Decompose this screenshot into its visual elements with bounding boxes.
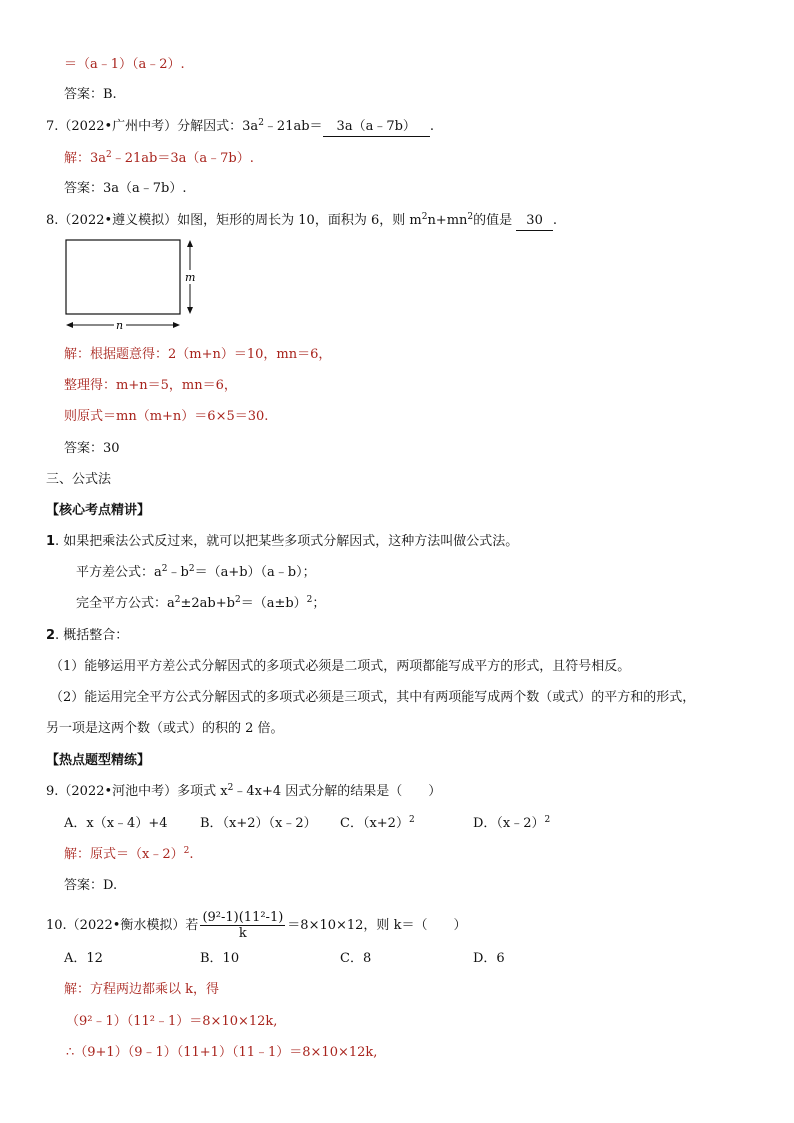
superscript: 2 bbox=[421, 212, 428, 222]
q7-prefix: 7.（2022•广州中考）分解因式：3a bbox=[46, 119, 259, 134]
q10-fraction bbox=[200, 910, 285, 941]
f1-a: 平方差公式：a bbox=[76, 565, 162, 580]
section-heading: 三、公式法 bbox=[46, 472, 112, 487]
f1-c: ＝（a+b）（a﹣b）； bbox=[194, 565, 316, 580]
superscript: 2 bbox=[188, 564, 195, 574]
q10-option-c: C．8 bbox=[340, 951, 372, 966]
superscript: 2 bbox=[306, 595, 313, 605]
superscript: 2 bbox=[174, 595, 181, 605]
superscript: 2 bbox=[161, 564, 168, 574]
point-2-item-2-cont: 另一项是这两个数（或式）的积的 2 倍。 bbox=[46, 721, 284, 736]
q9-b: ﹣4x+4 因式分解的结果是（ ） bbox=[233, 784, 442, 799]
q8-b: n+mn bbox=[427, 213, 468, 228]
q7-answer-blank: 3a（a﹣7b） bbox=[323, 118, 430, 137]
point-2 bbox=[46, 627, 128, 645]
q7-end: . bbox=[429, 119, 435, 134]
formula-difference-of-squares bbox=[76, 564, 316, 582]
solution-line: ＝（a﹣1）（a﹣2）. bbox=[64, 57, 185, 72]
f2-b: ±2ab+b bbox=[180, 596, 235, 611]
q10-denominator: k bbox=[238, 926, 247, 941]
superscript: 2 bbox=[234, 595, 241, 605]
point-1-text: . 如果把乘法公式反过来，就可以把某些多项式分解因式，这种方法叫做公式法。 bbox=[55, 534, 519, 549]
question-9 bbox=[46, 783, 441, 801]
q8-answer-blank: 30 bbox=[516, 212, 553, 231]
f2-d: ； bbox=[312, 596, 326, 611]
q9-option-c bbox=[340, 815, 415, 833]
f2-c: ＝（a±b） bbox=[240, 596, 307, 611]
q7-sol-b: ﹣21ab＝3a（a﹣7b）. bbox=[111, 151, 254, 166]
q8-end: . bbox=[552, 213, 557, 228]
q10-b: ＝8×10×12，则 k＝（ ） bbox=[287, 918, 467, 933]
core-points-heading: 【核心考点精讲】 bbox=[46, 503, 151, 518]
formula-perfect-square bbox=[76, 595, 325, 613]
q7-answer: 答案：3a（a﹣7b）. bbox=[64, 181, 187, 196]
superscript: 2 bbox=[544, 815, 551, 825]
answer-line: 答案：B. bbox=[64, 87, 117, 102]
m-label: m bbox=[185, 271, 196, 284]
rectangle bbox=[66, 240, 180, 314]
rectangle-figure bbox=[60, 236, 200, 336]
q10-solution-3: ∴（9+1）（9﹣1）（11+1）（11﹣1）＝8×10×12k, bbox=[66, 1045, 378, 1060]
q10-numerator: (9²-1)(11²-1) bbox=[202, 910, 284, 925]
point-1-number: 1 bbox=[46, 534, 56, 549]
n-label: n bbox=[116, 319, 124, 332]
point-1 bbox=[46, 533, 518, 551]
q8-solution-1: 解：根据题意得：2（m+n）＝10，mn＝6， bbox=[64, 347, 332, 362]
q10-solution-2: （9²﹣1）（11²﹣1）＝8×10×12k, bbox=[66, 1014, 278, 1029]
q8-answer: 答案：30 bbox=[64, 441, 120, 456]
q9-sol: 解：原式＝（x﹣2） bbox=[64, 847, 184, 862]
question-7 bbox=[46, 118, 434, 137]
q9-option-a: A．x（x﹣4）+4 bbox=[64, 816, 168, 831]
superscript: 2 bbox=[183, 846, 190, 856]
q7-solution bbox=[64, 150, 254, 168]
q9-d: D．（x﹣2） bbox=[473, 816, 545, 831]
superscript: 2 bbox=[106, 150, 112, 160]
q9-sol-end: . bbox=[189, 847, 194, 862]
question-8 bbox=[46, 212, 557, 231]
m-arrow-head-down bbox=[187, 307, 193, 314]
n-arrow-head-right bbox=[173, 322, 180, 328]
point-2-number: 2 bbox=[46, 628, 56, 643]
q9-answer: 答案：D. bbox=[64, 878, 118, 893]
superscript: 2 bbox=[467, 212, 474, 222]
q10-option-b: B．10 bbox=[200, 951, 240, 966]
q9-solution bbox=[64, 846, 193, 864]
q10-option-a: A．12 bbox=[64, 951, 103, 966]
question-10 bbox=[46, 910, 466, 941]
point-2-text: . 概括整合： bbox=[55, 628, 129, 643]
f1-b: ﹣b bbox=[167, 565, 189, 580]
superscript: 2 bbox=[227, 783, 234, 793]
q7-mid: ﹣21ab＝ bbox=[263, 119, 323, 134]
hot-topics-heading: 【热点题型精练】 bbox=[46, 753, 151, 768]
q9-c: C．（x+2） bbox=[340, 816, 409, 831]
point-2-item-1: （1）能够运用平方差公式分解因式的多项式必须是二项式，两项都能写成平方的形式，且符号相反。 bbox=[50, 659, 631, 674]
q8-solution-2: 整理得：m+n＝5，mn＝6， bbox=[64, 378, 237, 393]
q10-option-d: D．6 bbox=[473, 951, 505, 966]
q9-option-d bbox=[473, 815, 550, 833]
superscript: 2 bbox=[258, 118, 264, 128]
n-arrow-head-left bbox=[66, 322, 73, 328]
q10-a: 10.（2022•衡水模拟）若 bbox=[46, 918, 199, 933]
f2-a: 完全平方公式：a bbox=[76, 596, 175, 611]
q8-a: 8.（2022•遵义模拟）如图，矩形的周长为 10，面积为 6，则 m bbox=[46, 213, 422, 228]
q8-c: 的值是 bbox=[473, 213, 513, 228]
q9-option-b: B．（x+2）（x﹣2） bbox=[200, 816, 317, 831]
superscript: 2 bbox=[408, 815, 415, 825]
q9-a: 9.（2022•河池中考）多项式 x bbox=[46, 784, 228, 799]
m-arrow-head-up bbox=[187, 240, 193, 247]
q10-solution-1: 解：方程两边都乘以 k，得 bbox=[64, 982, 220, 997]
q7-sol-a: 解：3a bbox=[64, 151, 107, 166]
point-2-item-2: （2）能运用完全平方公式分解因式的多项式必须是三项式，其中有两项能写成两个数（或式）的平方和的形式， bbox=[50, 690, 696, 705]
q8-solution-3: 则原式＝mn（m+n）＝6×5＝30. bbox=[64, 409, 269, 424]
